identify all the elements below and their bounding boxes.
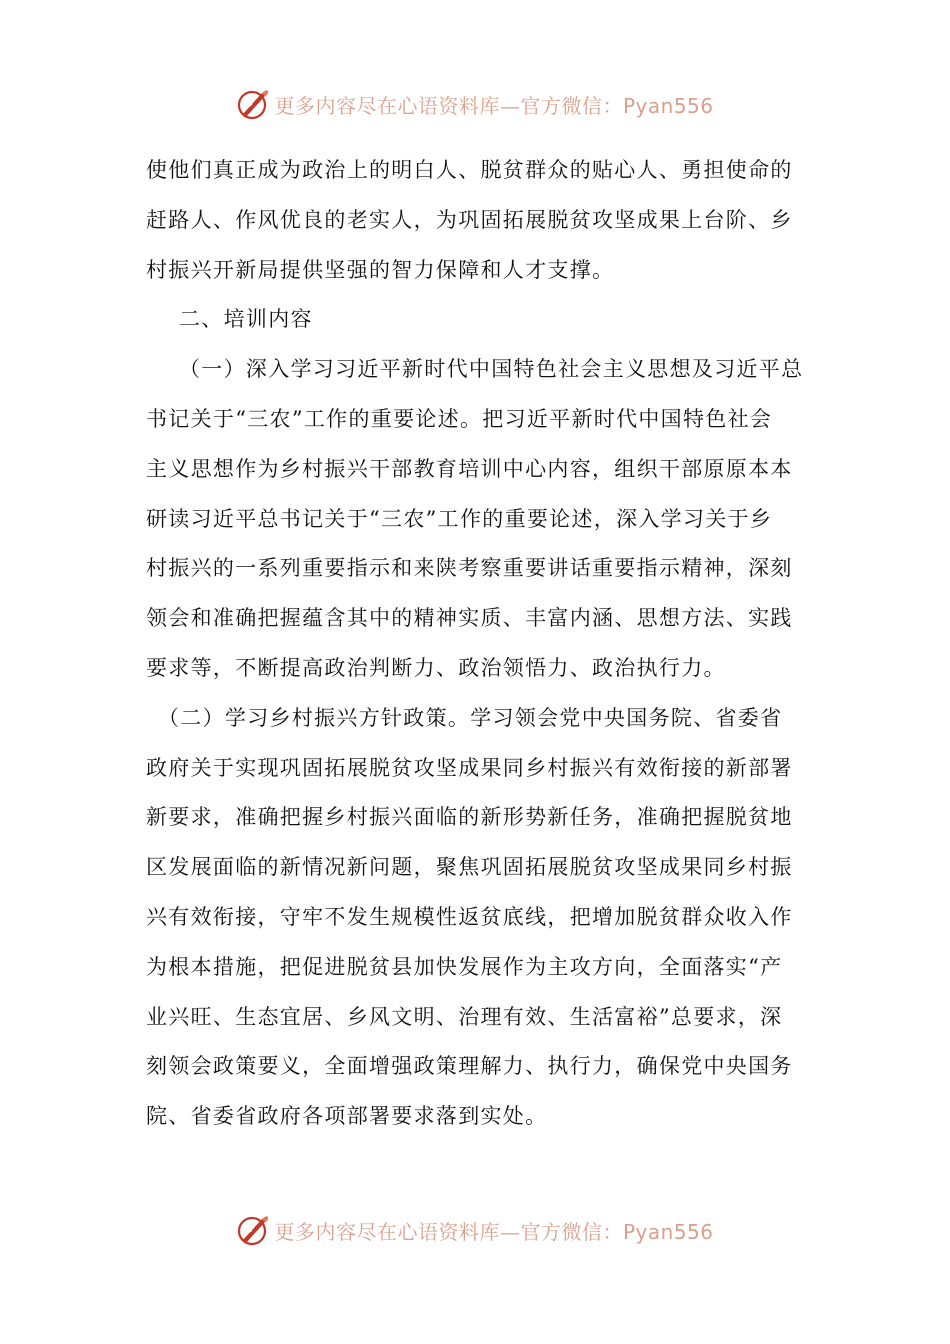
- paragraph-line: 研读习近平总书记关于“三农”工作的重要论述，深入学习关于乡: [146, 506, 773, 531]
- paragraph-line: 为根本措施，把促进脱贫县加快发展作为主攻方向，全面落实“产: [146, 954, 783, 979]
- paragraph-line: 领会和准确把握蕴含其中的精神实质、丰富内涵、思想方法、实践: [146, 606, 793, 631]
- watermark-text-top: [274, 90, 713, 119]
- paragraph-line: 新要求，准确把握乡村振兴面临的新形势新任务，准确把握脱贫地: [146, 805, 793, 830]
- watermark-wechat-id: Pyan556: [622, 1219, 714, 1244]
- watermark-banner-top: [0, 84, 950, 124]
- paragraph-line: 使他们真正成为政治上的明白人、脱贫群众的贴心人、勇担使命的: [146, 158, 793, 182]
- paragraph-line: 院、省委省政府各项部署要求落到实处。: [146, 1104, 548, 1129]
- paragraph-2: [146, 345, 806, 694]
- paragraph-line: 业兴旺、生态宜居、乡风文明、治理有效、生活富裕”总要求，深: [146, 1004, 783, 1029]
- paragraph-3: [146, 694, 806, 1142]
- paragraph-line: 政府关于实现巩固拓展脱贫攻坚成果同乡村振兴有效衔接的新部署: [146, 755, 793, 780]
- paragraph-line: 要求等，不断提高政治判断力、政治领悟力、政治执行力。: [146, 655, 726, 680]
- watermark-banner-bottom: [0, 1210, 950, 1250]
- paragraph-line: 书记关于“三农”工作的重要论述。把习近平新时代中国特色社会: [146, 406, 773, 431]
- paragraph-line: 区发展面临的新情况新问题，聚焦巩固拓展脱贫攻坚成果同乡村振: [146, 855, 793, 880]
- watermark-text-bottom: [274, 1216, 713, 1245]
- paragraph-line: （一）深入学习习近平新时代中国特色社会主义思想及习近平总: [179, 357, 804, 382]
- paragraph-line: 赶路人、作风优良的老实人，为巩固拓展脱贫攻坚成果上台阶、乡: [146, 207, 793, 232]
- paragraph-line: 刻领会政策要义，全面增强政策理解力、执行力，确保党中央国务: [146, 1054, 793, 1079]
- watermark-text-cn: 更多内容尽在心语资料库—官方微信：: [274, 93, 623, 118]
- paragraph-line: 兴有效衔接，守牢不发生规模性返贫底线，把增加脱贫群众收入作: [146, 904, 793, 929]
- paragraph-line: 村振兴开新局提供坚强的智力保障和人才支撑。: [146, 257, 615, 282]
- watermark-wechat-id: Pyan556: [622, 93, 714, 118]
- section-heading: 二、培训内容: [179, 307, 313, 332]
- quill-logo-icon: [236, 87, 270, 121]
- paragraph-line: （二）学习乡村振兴方针政策。学习领会党中央国务院、省委省: [158, 705, 783, 730]
- watermark-text-cn: 更多内容尽在心语资料库—官方微信：: [274, 1219, 623, 1244]
- paragraph-1: [146, 146, 806, 295]
- quill-logo-icon: [236, 1213, 270, 1247]
- paragraph-line: 村振兴的一系列重要指示和来陕考察重要讲话重要指示精神，深刻: [146, 556, 793, 581]
- paragraph-line: 主义思想作为乡村振兴干部教育培训中心内容，组织干部原原本本: [146, 456, 793, 481]
- document-body: [146, 146, 806, 1142]
